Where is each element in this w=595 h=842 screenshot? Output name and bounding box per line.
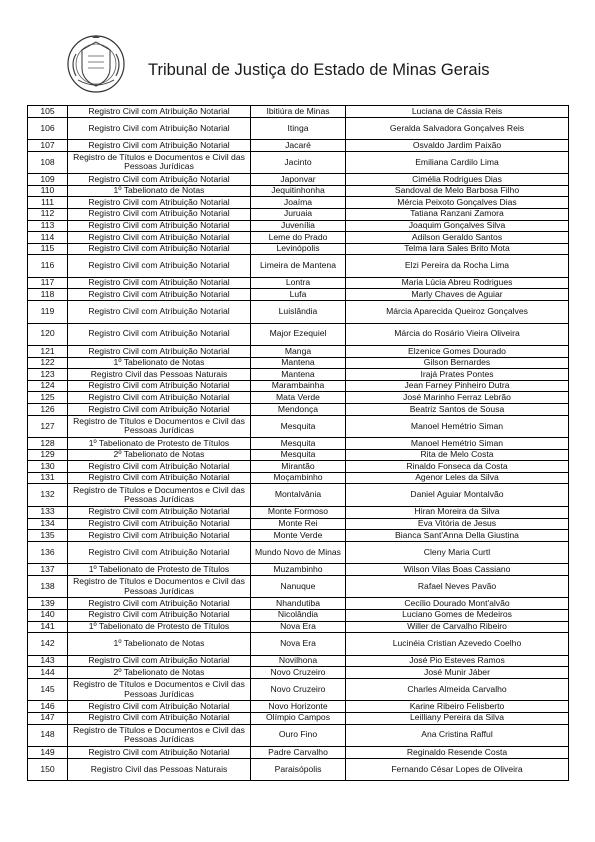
officer-name: Marly Chaves de Aguiar xyxy=(346,289,569,301)
registry-type: Registro Civil com Atribuição Notarial xyxy=(68,197,251,209)
city-name: Mantena xyxy=(251,357,346,369)
table-row xyxy=(28,655,569,667)
table-row xyxy=(28,518,569,530)
officer-name: Jean Farney Pinheiro Dutra xyxy=(346,380,569,392)
registry-type: Registro Civil com Atribuição Notarial xyxy=(68,712,251,724)
table-row xyxy=(28,484,569,507)
officer-name: Manoel Hemétrio Siman xyxy=(346,438,569,450)
officer-name: Manoel Hemétrio Siman xyxy=(346,415,569,438)
registry-table-body xyxy=(28,106,569,781)
table-row xyxy=(28,289,569,301)
row-number: 110 xyxy=(28,185,68,197)
table-row xyxy=(28,369,569,381)
officer-name: Karine Ribeiro Felisberto xyxy=(346,701,569,713)
table-row xyxy=(28,449,569,461)
table-row xyxy=(28,701,569,713)
officer-name: Charles Almeida Carvalho xyxy=(346,678,569,701)
row-number: 108 xyxy=(28,151,68,174)
officer-name: Irajá Prates Pontes xyxy=(346,369,569,381)
registry-type: 2º Tabelionato de Notas xyxy=(68,449,251,461)
city-name: Novilhona xyxy=(251,655,346,667)
registry-type: 2º Tabelionato de Notas xyxy=(68,667,251,679)
registry-type: Registro Civil com Atribuição Notarial xyxy=(68,277,251,289)
row-number: 126 xyxy=(28,404,68,416)
table-row xyxy=(28,564,569,576)
row-number: 128 xyxy=(28,438,68,450)
city-name: Paraisópolis xyxy=(251,758,346,781)
registry-type: 1º Tabelionato de Notas xyxy=(68,185,251,197)
table-row xyxy=(28,667,569,679)
officer-name: Wilson Vilas Boas Cassiano xyxy=(346,564,569,576)
city-name: Mata Verde xyxy=(251,392,346,404)
city-name: Ibitiúra de Minas xyxy=(251,106,346,118)
registry-type: Registro Civil com Atribuição Notarial xyxy=(68,346,251,358)
table-row xyxy=(28,185,569,197)
officer-name: Cleny Maria Curtl xyxy=(346,541,569,564)
row-number: 148 xyxy=(28,724,68,747)
row-number: 121 xyxy=(28,346,68,358)
row-number: 114 xyxy=(28,232,68,244)
city-name: Limeira de Mantena xyxy=(251,255,346,278)
city-name: Olímpio Campos xyxy=(251,712,346,724)
registry-type: Registro Civil com Atribuição Notarial xyxy=(68,255,251,278)
registry-type: Registro Civil com Atribuição Notarial xyxy=(68,380,251,392)
city-name: Jacaré xyxy=(251,140,346,152)
city-name: Ouro Fino xyxy=(251,724,346,747)
row-number: 132 xyxy=(28,484,68,507)
table-row xyxy=(28,461,569,473)
row-number: 141 xyxy=(28,621,68,633)
row-number: 111 xyxy=(28,197,68,209)
city-name: Mesquita xyxy=(251,438,346,450)
table-row xyxy=(28,174,569,186)
officer-name: Agenor Leles da Silva xyxy=(346,472,569,484)
city-name: Marambainha xyxy=(251,380,346,392)
city-name: Nhandutiba xyxy=(251,598,346,610)
officer-name: Bianca Sant'Anna Della Giustina xyxy=(346,530,569,542)
row-number: 129 xyxy=(28,449,68,461)
table-row xyxy=(28,106,569,118)
officer-name: Rafael Neves Pavão xyxy=(346,575,569,598)
row-number: 130 xyxy=(28,461,68,473)
officer-name: José Pio Esteves Ramos xyxy=(346,655,569,667)
registry-type: Registro Civil com Atribuição Notarial xyxy=(68,117,251,140)
city-name: Nova Era xyxy=(251,621,346,633)
registry-type: Registro Civil com Atribuição Notarial xyxy=(68,301,251,324)
row-number: 112 xyxy=(28,208,68,220)
table-row xyxy=(28,758,569,781)
coat-of-arms-seal-icon xyxy=(66,34,126,94)
registry-type: Registro Civil com Atribuição Notarial xyxy=(68,140,251,152)
city-name: Lontra xyxy=(251,277,346,289)
officer-name: Cecílio Dourado Mont'alvão xyxy=(346,598,569,610)
table-row xyxy=(28,598,569,610)
city-name: Monte Rei xyxy=(251,518,346,530)
table-row xyxy=(28,530,569,542)
officer-name: Osvaldo Jardim Paixão xyxy=(346,140,569,152)
row-number: 105 xyxy=(28,106,68,118)
registry-type: Registro Civil das Pessoas Naturais xyxy=(68,758,251,781)
city-name: Jequitinhonha xyxy=(251,185,346,197)
registry-type: 1º Tabelionato de Protesto de Títulos xyxy=(68,438,251,450)
row-number: 135 xyxy=(28,530,68,542)
officer-name: Hiran Moreira da Silva xyxy=(346,506,569,518)
registry-type: Registro Civil com Atribuição Notarial xyxy=(68,461,251,473)
row-number: 124 xyxy=(28,380,68,392)
table-row xyxy=(28,357,569,369)
table-row xyxy=(28,255,569,278)
row-number: 136 xyxy=(28,541,68,564)
city-name: Joaíma xyxy=(251,197,346,209)
table-row xyxy=(28,151,569,174)
registry-type: Registro de Títulos e Documentos e Civil das Pessoas Jurídicas xyxy=(68,151,251,174)
registry-type: 1º Tabelionato de Notas xyxy=(68,357,251,369)
table-row xyxy=(28,438,569,450)
page-title: Tribunal de Justiça do Estado de Minas Gerais xyxy=(148,61,490,79)
city-name: Mantena xyxy=(251,369,346,381)
registry-table xyxy=(27,105,569,781)
officer-name: Elzenice Gomes Dourado xyxy=(346,346,569,358)
officer-name: Rinaldo Fonseca da Costa xyxy=(346,461,569,473)
officer-name: José Munir Jáber xyxy=(346,667,569,679)
officer-name: Daniel Aguiar Montalvão xyxy=(346,484,569,507)
officer-name: Mércia Peixoto Gonçalves Dias xyxy=(346,197,569,209)
table-row xyxy=(28,243,569,255)
row-number: 139 xyxy=(28,598,68,610)
table-row xyxy=(28,392,569,404)
city-name: Mundo Novo de Minas xyxy=(251,541,346,564)
officer-name: Márcia do Rosário Vieira Oliveira xyxy=(346,323,569,346)
city-name: Mendonça xyxy=(251,404,346,416)
officer-name: Ana Cristina Rafful xyxy=(346,724,569,747)
city-name: Monte Formoso xyxy=(251,506,346,518)
city-name: Major Ezequiel xyxy=(251,323,346,346)
row-number: 137 xyxy=(28,564,68,576)
table-row xyxy=(28,472,569,484)
registry-type: Registro Civil com Atribuição Notarial xyxy=(68,598,251,610)
table-row xyxy=(28,380,569,392)
city-name: Moçambinho xyxy=(251,472,346,484)
table-row xyxy=(28,621,569,633)
city-name: Novo Cruzeiro xyxy=(251,667,346,679)
registry-type: 1º Tabelionato de Notas xyxy=(68,633,251,656)
row-number: 145 xyxy=(28,678,68,701)
row-number: 123 xyxy=(28,369,68,381)
table-row xyxy=(28,724,569,747)
officer-name: Márcia Aparecida Queiroz Gonçalves xyxy=(346,301,569,324)
registry-type: Registro Civil com Atribuição Notarial xyxy=(68,701,251,713)
row-number: 106 xyxy=(28,117,68,140)
officer-name: Beatriz Santos de Sousa xyxy=(346,404,569,416)
city-name: Padre Carvalho xyxy=(251,747,346,759)
officer-name: Maria Lúcia Abreu Rodrigues xyxy=(346,277,569,289)
registry-type: Registro de Títulos e Documentos e Civil das Pessoas Jurídicas xyxy=(68,415,251,438)
registry-type: Registro Civil com Atribuição Notarial xyxy=(68,392,251,404)
row-number: 119 xyxy=(28,301,68,324)
row-number: 109 xyxy=(28,174,68,186)
registry-type: Registro Civil com Atribuição Notarial xyxy=(68,747,251,759)
officer-name: Eva Vitória de Jesus xyxy=(346,518,569,530)
registry-type: Registro Civil com Atribuição Notarial xyxy=(68,530,251,542)
registry-type: Registro Civil com Atribuição Notarial xyxy=(68,506,251,518)
city-name: Japonvar xyxy=(251,174,346,186)
table-row xyxy=(28,712,569,724)
officer-name: Rita de Melo Costa xyxy=(346,449,569,461)
table-row xyxy=(28,208,569,220)
city-name: Juruaia xyxy=(251,208,346,220)
city-name: Novo Cruzeiro xyxy=(251,678,346,701)
page-header xyxy=(66,34,586,94)
officer-name: Gilson Bernardes xyxy=(346,357,569,369)
table-row xyxy=(28,575,569,598)
row-number: 147 xyxy=(28,712,68,724)
registry-type: Registro Civil com Atribuição Notarial xyxy=(68,518,251,530)
registry-type: Registro Civil com Atribuição Notarial xyxy=(68,323,251,346)
row-number: 118 xyxy=(28,289,68,301)
officer-name: Fernando César Lopes de Oliveira xyxy=(346,758,569,781)
city-name: Monte Verde xyxy=(251,530,346,542)
table-row xyxy=(28,541,569,564)
table-row xyxy=(28,404,569,416)
officer-name: Telma Iara Sales Brito Mota xyxy=(346,243,569,255)
registry-type: Registro Civil com Atribuição Notarial xyxy=(68,541,251,564)
officer-name: José Marinho Ferraz Lebrão xyxy=(346,392,569,404)
row-number: 142 xyxy=(28,633,68,656)
table-row xyxy=(28,633,569,656)
table-row xyxy=(28,197,569,209)
registry-type: Registro Civil com Atribuição Notarial xyxy=(68,243,251,255)
officer-name: Leilliany Pereira da Silva xyxy=(346,712,569,724)
registry-type: Registro Civil com Atribuição Notarial xyxy=(68,106,251,118)
row-number: 125 xyxy=(28,392,68,404)
row-number: 138 xyxy=(28,575,68,598)
officer-name: Reginaldo Resende Costa xyxy=(346,747,569,759)
officer-name: Elzi Pereira da Rocha Lima xyxy=(346,255,569,278)
registry-type: Registro Civil com Atribuição Notarial xyxy=(68,208,251,220)
registry-type: Registro de Títulos e Documentos e Civil das Pessoas Jurídicas xyxy=(68,678,251,701)
row-number: 113 xyxy=(28,220,68,232)
table-row xyxy=(28,678,569,701)
city-name: Nicolândia xyxy=(251,609,346,621)
table-row xyxy=(28,415,569,438)
row-number: 122 xyxy=(28,357,68,369)
row-number: 120 xyxy=(28,323,68,346)
city-name: Manga xyxy=(251,346,346,358)
city-name: Jacinto xyxy=(251,151,346,174)
row-number: 115 xyxy=(28,243,68,255)
city-name: Mesquita xyxy=(251,449,346,461)
registry-type: 1º Tabelionato de Protesto de Títulos xyxy=(68,564,251,576)
city-name: Itinga xyxy=(251,117,346,140)
row-number: 150 xyxy=(28,758,68,781)
registry-type: Registro Civil com Atribuição Notarial xyxy=(68,404,251,416)
table-row xyxy=(28,232,569,244)
table-row xyxy=(28,323,569,346)
table-row xyxy=(28,747,569,759)
row-number: 127 xyxy=(28,415,68,438)
officer-name: Lucinéia Cristian Azevedo Coelho xyxy=(346,633,569,656)
officer-name: Joaquim Gonçalves Silva xyxy=(346,220,569,232)
registry-type: Registro de Títulos e Documentos e Civil das Pessoas Jurídicas xyxy=(68,575,251,598)
table-row xyxy=(28,117,569,140)
row-number: 144 xyxy=(28,667,68,679)
city-name: Luislândia xyxy=(251,301,346,324)
city-name: Novo Horizonte xyxy=(251,701,346,713)
row-number: 143 xyxy=(28,655,68,667)
registry-type: Registro Civil com Atribuição Notarial xyxy=(68,174,251,186)
row-number: 140 xyxy=(28,609,68,621)
officer-name: Tatiana Ranzani Zamora xyxy=(346,208,569,220)
registry-type: Registro de Títulos e Documentos e Civil das Pessoas Jurídicas xyxy=(68,724,251,747)
officer-name: Sandoval de Melo Barbosa Filho xyxy=(346,185,569,197)
city-name: Montalvânia xyxy=(251,484,346,507)
table-row xyxy=(28,346,569,358)
row-number: 116 xyxy=(28,255,68,278)
row-number: 117 xyxy=(28,277,68,289)
registry-type: Registro Civil das Pessoas Naturais xyxy=(68,369,251,381)
officer-name: Adilson Geraldo Santos xyxy=(346,232,569,244)
registry-type: Registro de Títulos e Documentos e Civil das Pessoas Jurídicas xyxy=(68,484,251,507)
registry-type: Registro Civil com Atribuição Notarial xyxy=(68,220,251,232)
table-row xyxy=(28,301,569,324)
city-name: Mesquita xyxy=(251,415,346,438)
city-name: Nanuque xyxy=(251,575,346,598)
table-row xyxy=(28,220,569,232)
registry-type: Registro Civil com Atribuição Notarial xyxy=(68,609,251,621)
city-name: Lufa xyxy=(251,289,346,301)
registry-type: Registro Civil com Atribuição Notarial xyxy=(68,289,251,301)
city-name: Mirantão xyxy=(251,461,346,473)
city-name: Levinópolis xyxy=(251,243,346,255)
row-number: 133 xyxy=(28,506,68,518)
row-number: 131 xyxy=(28,472,68,484)
registry-type: Registro Civil com Atribuição Notarial xyxy=(68,655,251,667)
row-number: 107 xyxy=(28,140,68,152)
city-name: Muzambinho xyxy=(251,564,346,576)
city-name: Leme do Prado xyxy=(251,232,346,244)
city-name: Nova Era xyxy=(251,633,346,656)
city-name: Juvenília xyxy=(251,220,346,232)
registry-type: Registro Civil com Atribuição Notarial xyxy=(68,472,251,484)
table-row xyxy=(28,609,569,621)
officer-name: Cimélia Rodrigues Dias xyxy=(346,174,569,186)
row-number: 149 xyxy=(28,747,68,759)
table-row xyxy=(28,140,569,152)
row-number: 146 xyxy=(28,701,68,713)
officer-name: Luciana de Cássia Reis xyxy=(346,106,569,118)
registry-type: 1º Tabelionato de Protesto de Títulos xyxy=(68,621,251,633)
registry-type: Registro Civil com Atribuição Notarial xyxy=(68,232,251,244)
officer-name: Geralda Salvadora Gonçalves Reis xyxy=(346,117,569,140)
officer-name: Willer de Carvalho Ribeiro xyxy=(346,621,569,633)
row-number: 134 xyxy=(28,518,68,530)
table-row xyxy=(28,506,569,518)
officer-name: Emiliana Cardilo Lima xyxy=(346,151,569,174)
officer-name: Luciano Gomes de Medeiros xyxy=(346,609,569,621)
table-row xyxy=(28,277,569,289)
